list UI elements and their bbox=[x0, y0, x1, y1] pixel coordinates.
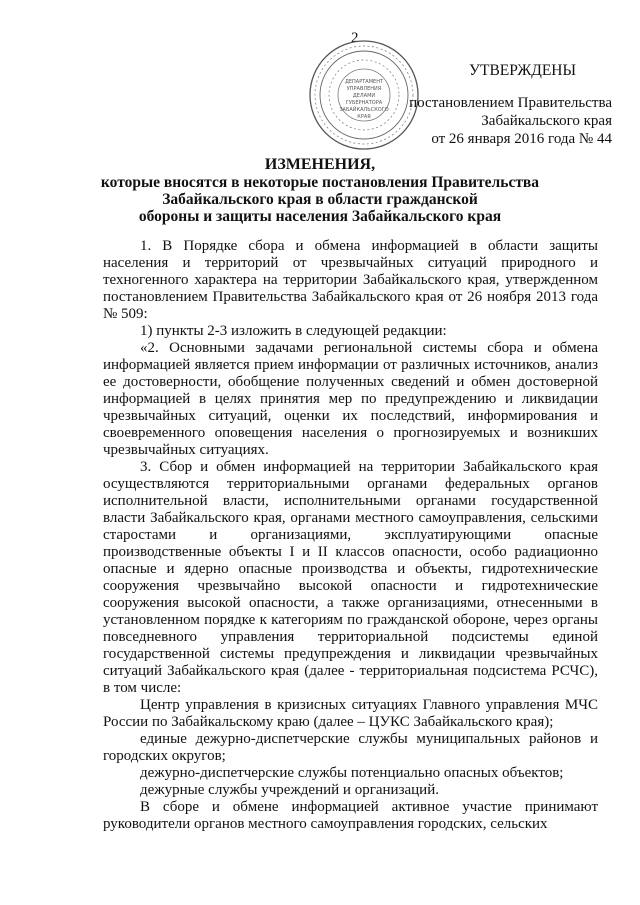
title-line: Забайкальского края в области гражданской bbox=[162, 191, 478, 208]
svg-text:ДЕЛАМИ: ДЕЛАМИ bbox=[352, 93, 376, 99]
paragraph: дежурные службы учреждений и организаций. bbox=[140, 782, 439, 798]
paragraph: дежурно-диспетчерские службы потенциально опасных объектов; bbox=[140, 765, 564, 781]
paragraph: 3. Сбор и обмен информацией на территории Забайкальского края осуществляются территориальными органами федеральных органов исполнительной власти, исполнительными органами государственной власти Забайкальского края, органами местного самоуправления, сельскими старостами и организациями, эксплуатирующими опасные производственные объекты I и II классов опасности, особо радиационно опасные и ядерно опасные производства и объекты, гидротехнические сооружения чрезвычайно высокой опасности и гидротехнические сооружения высокой опасности, а также организациями, отнесенными в установленном порядке к категориям по гражданской обороне, через органы повседневного управления территориальной подсистемы единой государственной системы предупреждения и ликвидации чрезвычайных ситуаций Забайкальского края (далее - территориальная подсистема РСЧС), в том числе: bbox=[103, 459, 598, 696]
paragraph: Центр управления в кризисных ситуациях Главного управления МЧС России по Забайкальскому краю (далее – ЦУКС Забайкальского края); bbox=[103, 697, 598, 730]
approved-heading: УТВЕРЖДЕНЫ bbox=[469, 62, 576, 79]
approval-line: от 26 января 2016 года № 44 bbox=[431, 131, 612, 147]
svg-text:ЗАБАЙКАЛЬСКОГО: ЗАБАЙКАЛЬСКОГО bbox=[339, 107, 389, 113]
title-line: обороны и защиты населения Забайкальского края bbox=[138, 208, 502, 225]
title-line: которые вносятся в некоторые постановления Правительства bbox=[100, 174, 540, 191]
paragraph: 1. В Порядке сбора и обмена информацией в области защиты населения и территорий от чрезвычайных ситуаций природного и техногенного характера на территории Забайкальского края, утвержденном постановлением Правительства Забайкальского края от 26 ноября 2013 года № 509: bbox=[103, 238, 598, 322]
approval-line: постановлением Правительства bbox=[409, 95, 612, 111]
svg-text:УПРАВЛЕНИЯ: УПРАВЛЕНИЯ bbox=[346, 86, 382, 92]
approval-line: Забайкальского края bbox=[481, 113, 612, 129]
paragraph: «2. Основными задачами региональной системы сбора и обмена информацией является прием информации от различных источников, анализ ее достоверности, обобщение полученных сведений и обмен достоверной информацией в целях принятия мер по предупреждению и ликвидации чрезвычайных ситуаций, оценки их последствий, информирования и своевременного оповещения населения о прогнозируемых и возникших чрезвычайных ситуациях. bbox=[103, 340, 598, 458]
svg-text:КРАЯ: КРАЯ bbox=[357, 114, 371, 120]
document-title bbox=[90, 156, 550, 225]
paragraph: единые дежурно-диспетчерские службы муниципальных районов и городских округов; bbox=[103, 731, 598, 764]
approval-block bbox=[392, 62, 612, 148]
svg-text:ГУБЕРНАТОРА: ГУБЕРНАТОРА bbox=[345, 100, 383, 106]
paragraph: В сборе и обмене информацией активное участие принимают руководители органов местного самоуправления городских, сельских bbox=[103, 799, 598, 832]
title-main: ИЗМЕНЕНИЯ, bbox=[264, 156, 376, 173]
svg-text:ДЕПАРТАМЕНТ: ДЕПАРТАМЕНТ bbox=[344, 79, 384, 85]
document-body bbox=[103, 238, 598, 833]
page-number: 2 bbox=[351, 30, 359, 46]
paragraph: 1) пункты 2-3 изложить в следующей редакции: bbox=[140, 323, 447, 339]
